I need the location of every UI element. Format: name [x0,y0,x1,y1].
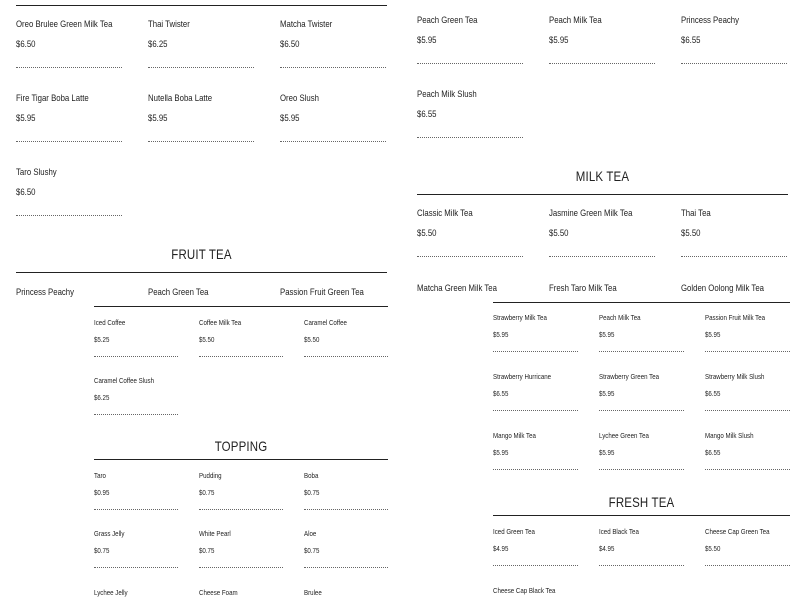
menu-item[interactable] [681,15,752,46]
menu-item[interactable] [16,93,105,124]
item-name: Cheese Foam [199,588,238,597]
item-price: $6.55 [417,109,437,120]
menu-item[interactable] [681,208,717,239]
item-name: Boba [304,471,319,480]
dotted-divider [493,469,578,470]
item-name: Thai Tea [681,208,711,219]
dotted-divider [599,351,684,352]
menu-item[interactable] [599,372,672,398]
item-name: Caramel Coffee Slush [94,376,155,385]
section-title-fruit-tea: FRUIT TEA [171,246,232,262]
dotted-divider [16,215,122,216]
item-price: $0.75 [304,546,320,555]
tab-fresh-taro-milk-tea[interactable]: Fresh Taro Milk Tea [549,283,617,294]
item-name: Iced Green Tea [493,527,535,536]
item-name: Thai Twister [148,19,190,30]
item-price: $5.95 [417,35,437,46]
item-price: $5.95 [493,330,509,339]
item-price: $5.50 [549,228,569,239]
menu-item[interactable] [549,15,613,46]
dotted-divider [417,256,523,257]
section-rule [493,515,790,516]
item-name: White Pearl [199,529,231,538]
item-price: $5.50 [681,228,701,239]
item-price: $5.95 [549,35,569,46]
menu-item[interactable] [199,471,227,497]
item-price: $6.50 [16,39,36,50]
item-name: Oreo Slush [280,93,319,104]
menu-item[interactable] [304,529,323,555]
item-name: Mango Milk Tea [493,431,536,440]
sub-rule [493,302,790,303]
item-name: Pudding [199,471,222,480]
item-name: Classic Milk Tea [417,208,473,219]
item-name: Peach Milk Tea [599,313,641,322]
item-price: $6.55 [705,448,721,457]
section-rule [16,272,387,273]
item-name: Matcha Twister [280,19,333,30]
section-title-fresh-tea: FRESH TEA [608,494,675,510]
tab-peach-green-tea[interactable]: Peach Green Tea [148,287,209,298]
menu-item[interactable] [705,431,764,457]
item-price: $5.95 [493,448,509,457]
dotted-divider [681,256,787,257]
item-price: $5.95 [16,113,36,124]
item-name: Nutella Boba Latte [148,93,213,104]
menu-item[interactable] [94,376,167,402]
item-name: Taro [94,471,106,480]
item-name: Strawberry Milk Slush [705,372,765,381]
item-name: Lychee Jelly [94,588,128,597]
item-price: $5.95 [599,448,615,457]
menu-item[interactable] [148,19,199,50]
dotted-divider [199,356,283,357]
tab-princess-peachy[interactable]: Princess Peachy [16,287,75,298]
item-price: $5.25 [94,335,110,344]
menu-item[interactable] [417,89,490,120]
menu-item[interactable] [493,527,544,553]
item-price: $6.50 [16,187,36,198]
item-price: $5.95 [148,113,168,124]
menu-item[interactable] [94,471,113,497]
item-name: Oreo Brulee Green Milk Tea [16,19,113,30]
dotted-divider [549,256,655,257]
dotted-divider [599,410,684,411]
item-name: Aloe [304,529,317,538]
item-name: Cheese Cap Black Tea [493,586,556,595]
item-name: Caramel Coffee [304,318,347,327]
item-price: $6.50 [280,39,300,50]
item-name: Iced Black Tea [599,527,639,536]
dotted-divider [304,567,388,568]
dotted-divider [705,469,790,470]
item-price: $4.95 [493,544,509,553]
dotted-divider [94,414,178,415]
item-name: Peach Green Tea [417,15,478,26]
item-name: Strawberry Hurricane [493,372,552,381]
menu-item[interactable] [493,431,545,457]
dotted-divider [681,63,787,64]
menu-item[interactable] [199,529,238,555]
dotted-divider [148,67,254,68]
item-name: Strawberry Green Tea [599,372,660,381]
dotted-divider [94,356,178,357]
menu-item[interactable] [16,167,66,198]
menu-item[interactable] [417,208,485,239]
menu-item[interactable] [16,19,134,50]
menu-item[interactable] [304,318,356,344]
menu-item[interactable] [199,588,246,597]
item-name: Taro Slushy [16,167,57,178]
item-price: $0.75 [199,488,215,497]
dotted-divider [94,509,178,510]
menu-item[interactable] [148,93,226,124]
item-price: $0.75 [199,546,215,555]
dotted-divider [705,410,790,411]
dotted-divider [148,141,254,142]
item-name: Strawberry Milk Tea [493,313,547,322]
menu-item[interactable] [94,588,135,597]
item-name: Princess Peachy [681,15,740,26]
menu-item[interactable] [417,15,491,46]
item-name: Cheese Cap Green Tea [705,527,770,536]
dotted-divider [16,141,122,142]
tab-golden-oolong-milk-tea[interactable]: Golden Oolong Milk Tea [681,283,764,294]
item-price: $5.95 [705,330,721,339]
item-price: $4.95 [599,544,615,553]
menu-item[interactable] [280,93,328,124]
menu-item[interactable] [199,318,250,344]
dotted-divider [304,509,388,510]
section-rule [417,194,788,195]
menu-item[interactable] [493,313,559,339]
item-price: $6.55 [493,389,509,398]
menu-item[interactable] [493,586,569,595]
section-title-milk-tea: MILK TEA [575,168,630,184]
dotted-divider [705,565,790,566]
item-name: Fire Tigar Boba Latte [16,93,89,104]
dotted-divider [417,137,523,138]
item-name: Lychee Green Tea [599,431,649,440]
menu-item[interactable] [599,313,650,339]
dotted-divider [599,565,684,566]
item-price: $5.95 [599,389,615,398]
item-name: Coffee Milk Tea [199,318,242,327]
dotted-divider [599,469,684,470]
top-rule-left [16,5,387,6]
tab-passion-fruit-green-tea[interactable]: Passion Fruit Green Tea [280,287,364,298]
dotted-divider [280,67,386,68]
item-price: $0.75 [94,546,110,555]
menu-item[interactable] [599,431,660,457]
item-name: Mango Milk Slush [705,431,754,440]
item-name: Iced Coffee [94,318,126,327]
item-price: $6.25 [148,39,168,50]
dotted-divider [280,141,386,142]
item-name: Passion Fruit Milk Tea [705,313,766,322]
menu-item[interactable] [705,313,778,339]
item-price: $0.95 [94,488,110,497]
item-name: Brulee [304,588,322,597]
dotted-divider [493,565,578,566]
menu-item[interactable] [549,208,651,239]
dotted-divider [16,67,122,68]
menu-item[interactable] [493,372,564,398]
dotted-divider [199,567,283,568]
item-name: Peach Milk Tea [549,15,602,26]
menu-item[interactable] [705,527,784,553]
item-name: Jasmine Green Milk Tea [549,208,633,219]
menu-item[interactable] [705,372,778,398]
sub-rule [94,306,388,307]
menu-item[interactable] [94,529,131,555]
item-name: Grass Jelly [94,529,125,538]
dotted-divider [493,351,578,352]
dotted-divider [304,356,388,357]
item-name: Peach Milk Slush [417,89,477,100]
dotted-divider [705,351,790,352]
menu-item[interactable] [304,588,326,597]
item-price: $5.50 [304,335,320,344]
item-price: $5.95 [280,113,300,124]
item-price: $5.95 [599,330,615,339]
item-price: $0.75 [304,488,320,497]
dotted-divider [94,567,178,568]
menu-item[interactable] [280,19,344,50]
section-title-topping: TOPPING [214,438,268,454]
menu-item[interactable] [94,318,132,344]
dotted-divider [199,509,283,510]
item-price: $6.55 [705,389,721,398]
menu-item[interactable] [599,527,648,553]
item-price: $5.50 [705,544,721,553]
item-price: $5.50 [417,228,437,239]
dotted-divider [549,63,655,64]
tab-matcha-green-milk-tea[interactable]: Matcha Green Milk Tea [417,283,497,294]
item-price: $6.25 [94,393,110,402]
item-price: $6.55 [681,35,701,46]
dotted-divider [417,63,523,64]
item-price: $5.50 [199,335,215,344]
menu-item[interactable] [304,471,323,497]
section-rule [94,459,388,460]
dotted-divider [493,410,578,411]
